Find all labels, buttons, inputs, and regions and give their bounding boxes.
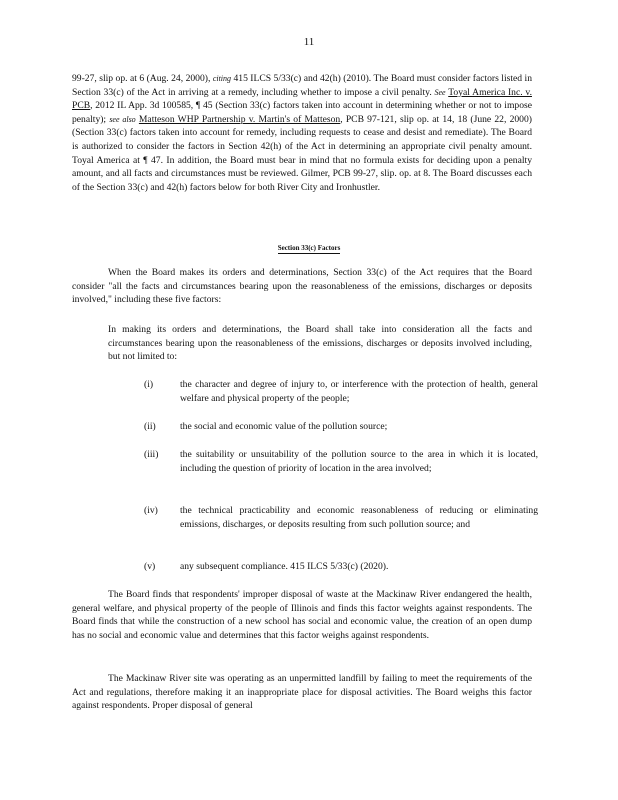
factor-number: (iv): [144, 505, 158, 516]
see-also-signal: see also: [109, 114, 136, 124]
see-signal: See: [434, 87, 446, 97]
factor-text: the technical practicability and economic reasonableness of reducing or eliminating emissions, discharges, or deposits resulting from such pollution source; and: [180, 505, 538, 530]
paragraph-board-findings: The Board finds that respondents' improper disposal of waste at the Mackinaw River endangered the health, general welfare, and physical property of the people of Illinois and finds this factor weights against respondents. The Board finds that while the construction of a new school has social and economic value, the creation of an open dump has no social and economic value and determines that this factor weighs against respondents.: [72, 589, 532, 641]
factor-number: (i): [144, 379, 154, 390]
paragraph-mackinaw-site: The Mackinaw River site was operating as an unpermitted landfill by failing to meet the requirements of the Act and regulations, therefore making it an inappropriate place for disposal activities. The Board weighs this factor against respondents. Proper disposal of general: [72, 673, 532, 712]
citing-signal: citing: [212, 74, 232, 83]
factor-text: the social and economic value of the pollution source;: [180, 421, 388, 432]
section-heading: [0, 242, 618, 256]
paragraph-section-33c-intro: When the Board makes its orders and determinations, Section 33(c) of the Act requires that the Board consider "all the facts and circumstances bearing upon the reasonableness of the emissions, discharges or deposits involved," including these five factors:: [72, 267, 532, 306]
case-citation-matteson: Matteson WHP Partnership v. Martin's of Matteson: [138, 113, 341, 125]
factor-number: (ii): [144, 421, 156, 432]
p1-text-2: 415 ILCS 5/33(c) and 42(h) (2010). The Board must consider factors listed in Section 33(c) of the Act in arriving at a remedy, including whether to impose a civil penalty.: [72, 73, 532, 98]
p1-text-3: , 2012 IL App. 3d 100585, ¶ 45 (Section 33(c) factors taken into account in determining whether or not to impose penalty);: [72, 100, 532, 125]
case-citation-toyal: Toyal America Inc. v. PCB: [72, 86, 532, 112]
statute-quote-intro: In making its orders and determinations, the Board shall take into consideration all the facts and circumstances bearing upon the reasonableness of the emissions, discharges or deposits involved including, but not limited to:: [108, 324, 532, 363]
factor-text: the suitability or unsuitability of the pollution source to the area in which it is located, including the question of priority of location in the area involved;: [180, 449, 538, 474]
factor-text: the character and degree of injury to, or interference with the protection of health, general welfare and physical property of the people;: [180, 379, 538, 404]
page-number: 11: [303, 36, 315, 48]
p1-text-4: , PCB 97-121, slip op. at 14, 18 (June 22, 2000) (Section 33(c) factors taken into account for remedy, including requests to cease and desist and remediate). The Board is authorized to consider the factors in Section 42(h) of the Act in determining an appropriate civil penalty amount. Toyal America at ¶ 47. In addition, the Board must bear in mind that no formula exists for deciding upon a penalty amount, and all facts and circumstances must be reviewed. Gilmer, PCB 99-27, slip. op. at 8. The Board discusses each of the Section 33(c) and 42(h) factors below for both River City and Ironhustler.: [72, 113, 532, 193]
section-heading-text: Section 33(c) Factors: [277, 244, 341, 252]
factor-number: (iii): [144, 449, 159, 460]
p1-text-1: 99-27, slip op. at 6 (Aug. 24, 2000),: [72, 73, 213, 84]
factor-text: any subsequent compliance. 415 ILCS 5/33(c) (2020).: [180, 561, 389, 572]
factor-number: (v): [144, 561, 156, 572]
paragraph-remedy-factors: [72, 72, 532, 194]
